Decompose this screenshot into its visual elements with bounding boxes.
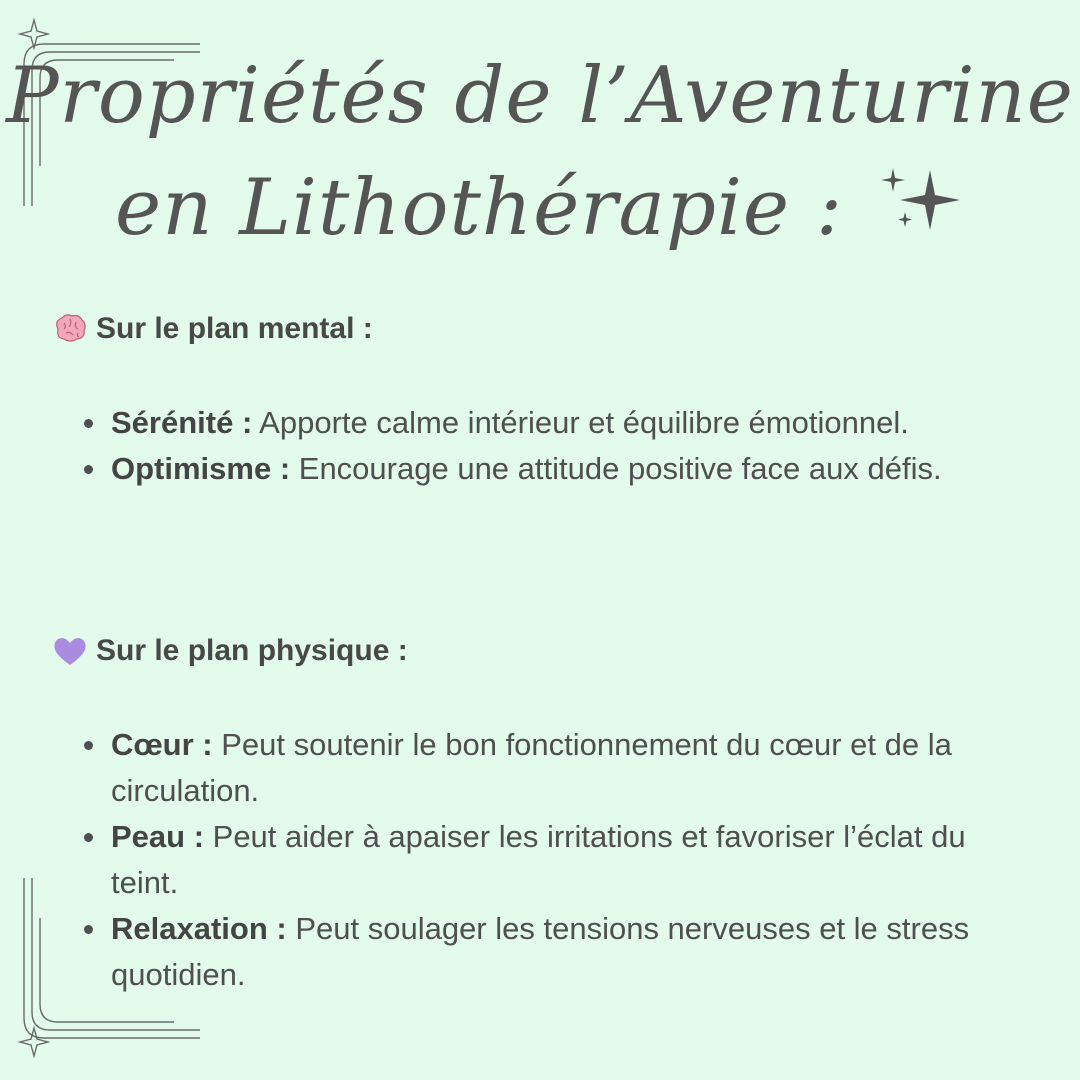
sparkles-icon bbox=[875, 158, 965, 270]
item-text: Peut soutenir le bon fonctionnement du cœur et de la circulation. bbox=[111, 727, 952, 808]
list-mental bbox=[78, 400, 1038, 492]
list-item bbox=[78, 722, 1038, 814]
title-line-1: Propriétés de l’Aventurine bbox=[6, 51, 1074, 141]
page-title bbox=[0, 40, 1080, 270]
item-text: Encourage une attitude positive face aux défis. bbox=[290, 451, 942, 486]
item-term: Sérénité : bbox=[111, 405, 253, 440]
list-item bbox=[78, 814, 1038, 906]
list-item bbox=[78, 906, 1038, 998]
brain-icon bbox=[52, 313, 88, 345]
section-heading-mental bbox=[52, 312, 373, 346]
section-heading-physical bbox=[52, 634, 408, 668]
item-term: Relaxation : bbox=[111, 911, 287, 946]
list-item bbox=[78, 446, 1038, 492]
list-physical bbox=[78, 722, 1038, 998]
section-heading-mental-label: Sur le plan mental : bbox=[96, 312, 373, 345]
item-term: Optimisme : bbox=[111, 451, 291, 486]
title-line-2: en Lithothérapie : bbox=[115, 163, 844, 253]
item-text: Apporte calme intérieur et équilibre émotionnel. bbox=[252, 405, 909, 440]
section-heading-physical-label: Sur le plan physique : bbox=[96, 634, 408, 667]
title-line-2-wrap bbox=[0, 152, 1080, 270]
item-term: Peau : bbox=[111, 819, 205, 854]
item-text: Peut aider à apaiser les irritations et favoriser l’éclat du teint. bbox=[111, 819, 966, 900]
item-text: Peut soulager les tensions nerveuses et le stress quotidien. bbox=[111, 911, 970, 992]
purple-heart-icon bbox=[52, 635, 88, 667]
list-item bbox=[78, 400, 1038, 446]
item-term: Cœur : bbox=[111, 727, 213, 762]
